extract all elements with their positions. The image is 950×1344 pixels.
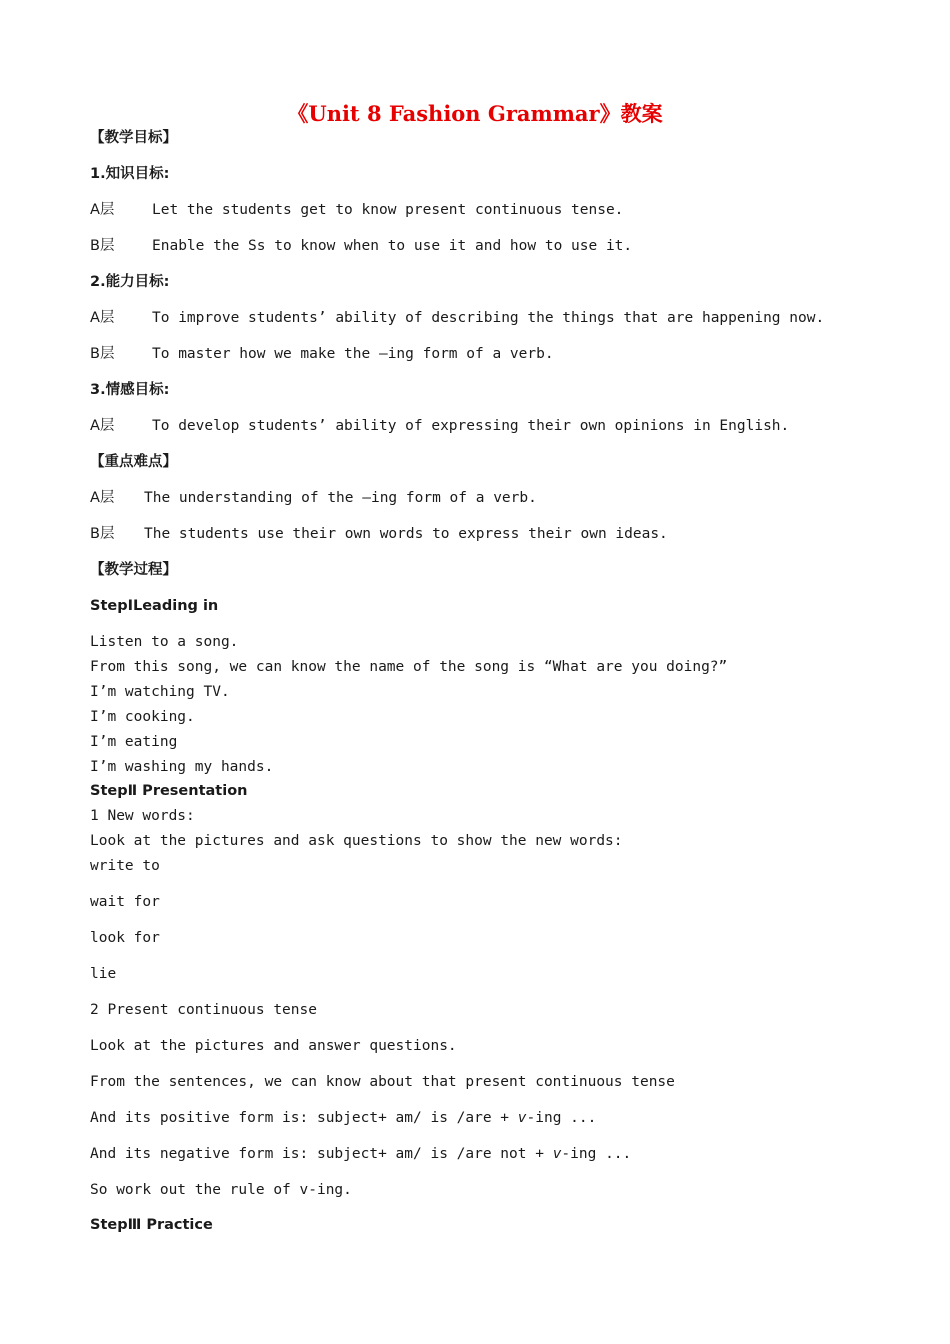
section-heading-objectives: 【教学目标】 <box>90 130 177 146</box>
key-point-text: The understanding of the –ing form of a verb. <box>144 490 537 506</box>
emotion-objective-a <box>90 416 789 436</box>
objective-text: Enable the Ss to know when to use it and how to use it. <box>152 238 633 254</box>
ability-objectives-heading: 2.能力目标: <box>90 274 170 290</box>
negative-form-suffix: -ing ... <box>561 1146 632 1162</box>
key-point-b <box>90 524 668 544</box>
key-point-text: The students use their own words to express their own ideas. <box>144 526 668 542</box>
step1-line: I’m washing my hands. <box>90 759 274 775</box>
step1-line: Listen to a song. <box>90 634 239 650</box>
step3-heading: StepⅢ Practice <box>90 1217 213 1233</box>
tense-explanation: From the sentences, we can know about that present continuous tense <box>90 1074 675 1090</box>
step1-line: From this song, we can know the name of the song is “What are you doing?” <box>90 659 728 675</box>
objective-text: Let the students get to know present continuous tense. <box>152 202 624 218</box>
step1-line: I’m cooking. <box>90 709 195 725</box>
knowledge-objective-a <box>90 200 623 220</box>
tense-intro: Look at the pictures and answer questions. <box>90 1038 457 1054</box>
ability-objective-a <box>90 308 824 328</box>
key-point-a <box>90 488 537 508</box>
negative-form-verb: v <box>552 1146 562 1162</box>
negative-form <box>90 1144 631 1164</box>
objective-text: To master how we make the –ing form of a verb. <box>152 346 554 362</box>
rule-line: So work out the rule of v-ing. <box>90 1182 352 1198</box>
objective-text: To improve students’ ability of describing the things that are happening now. <box>152 310 825 326</box>
document-title: 《Unit 8 Fashion Grammar》教案 <box>287 101 663 126</box>
knowledge-objective-b <box>90 236 632 256</box>
step2-heading: StepⅡ Presentation <box>90 783 248 799</box>
new-word-item: lie <box>90 966 117 982</box>
positive-form-suffix: -ing ... <box>526 1110 597 1126</box>
positive-form-verb: v <box>517 1110 527 1126</box>
emotion-objectives-heading: 3.情感目标: <box>90 382 170 398</box>
step1-line: I’m watching TV. <box>90 684 230 700</box>
section-heading-key-points: 【重点难点】 <box>90 454 177 470</box>
level-label: B层 <box>90 238 115 254</box>
level-label: A层 <box>90 202 115 218</box>
new-words-heading: 1 New words: <box>90 808 195 824</box>
positive-form-prefix: And its positive form is: subject+ am/ is /are + <box>90 1110 518 1126</box>
positive-form <box>90 1108 596 1128</box>
step1-heading: StepⅠLeading in <box>90 598 219 614</box>
new-word-item: wait for <box>90 894 160 910</box>
objective-text: To develop students’ ability of expressing their own opinions in English. <box>152 418 790 434</box>
knowledge-objectives-heading: 1.知识目标: <box>90 166 170 182</box>
new-words-intro: Look at the pictures and ask questions to show the new words: <box>90 833 623 849</box>
tense-heading: 2 Present continuous tense <box>90 1002 317 1018</box>
new-word-item: look for <box>90 930 160 946</box>
level-label: A层 <box>90 418 115 434</box>
level-label: B层 <box>90 346 115 362</box>
level-label: B层 <box>90 526 115 542</box>
section-heading-process: 【教学过程】 <box>90 562 177 578</box>
step1-line: I’m eating <box>90 734 178 750</box>
ability-objective-b <box>90 344 554 364</box>
negative-form-prefix: And its negative form is: subject+ am/ is /are not + <box>90 1146 553 1162</box>
new-word-item: write to <box>90 858 160 874</box>
level-label: A层 <box>90 490 115 506</box>
level-label: A层 <box>90 310 115 326</box>
